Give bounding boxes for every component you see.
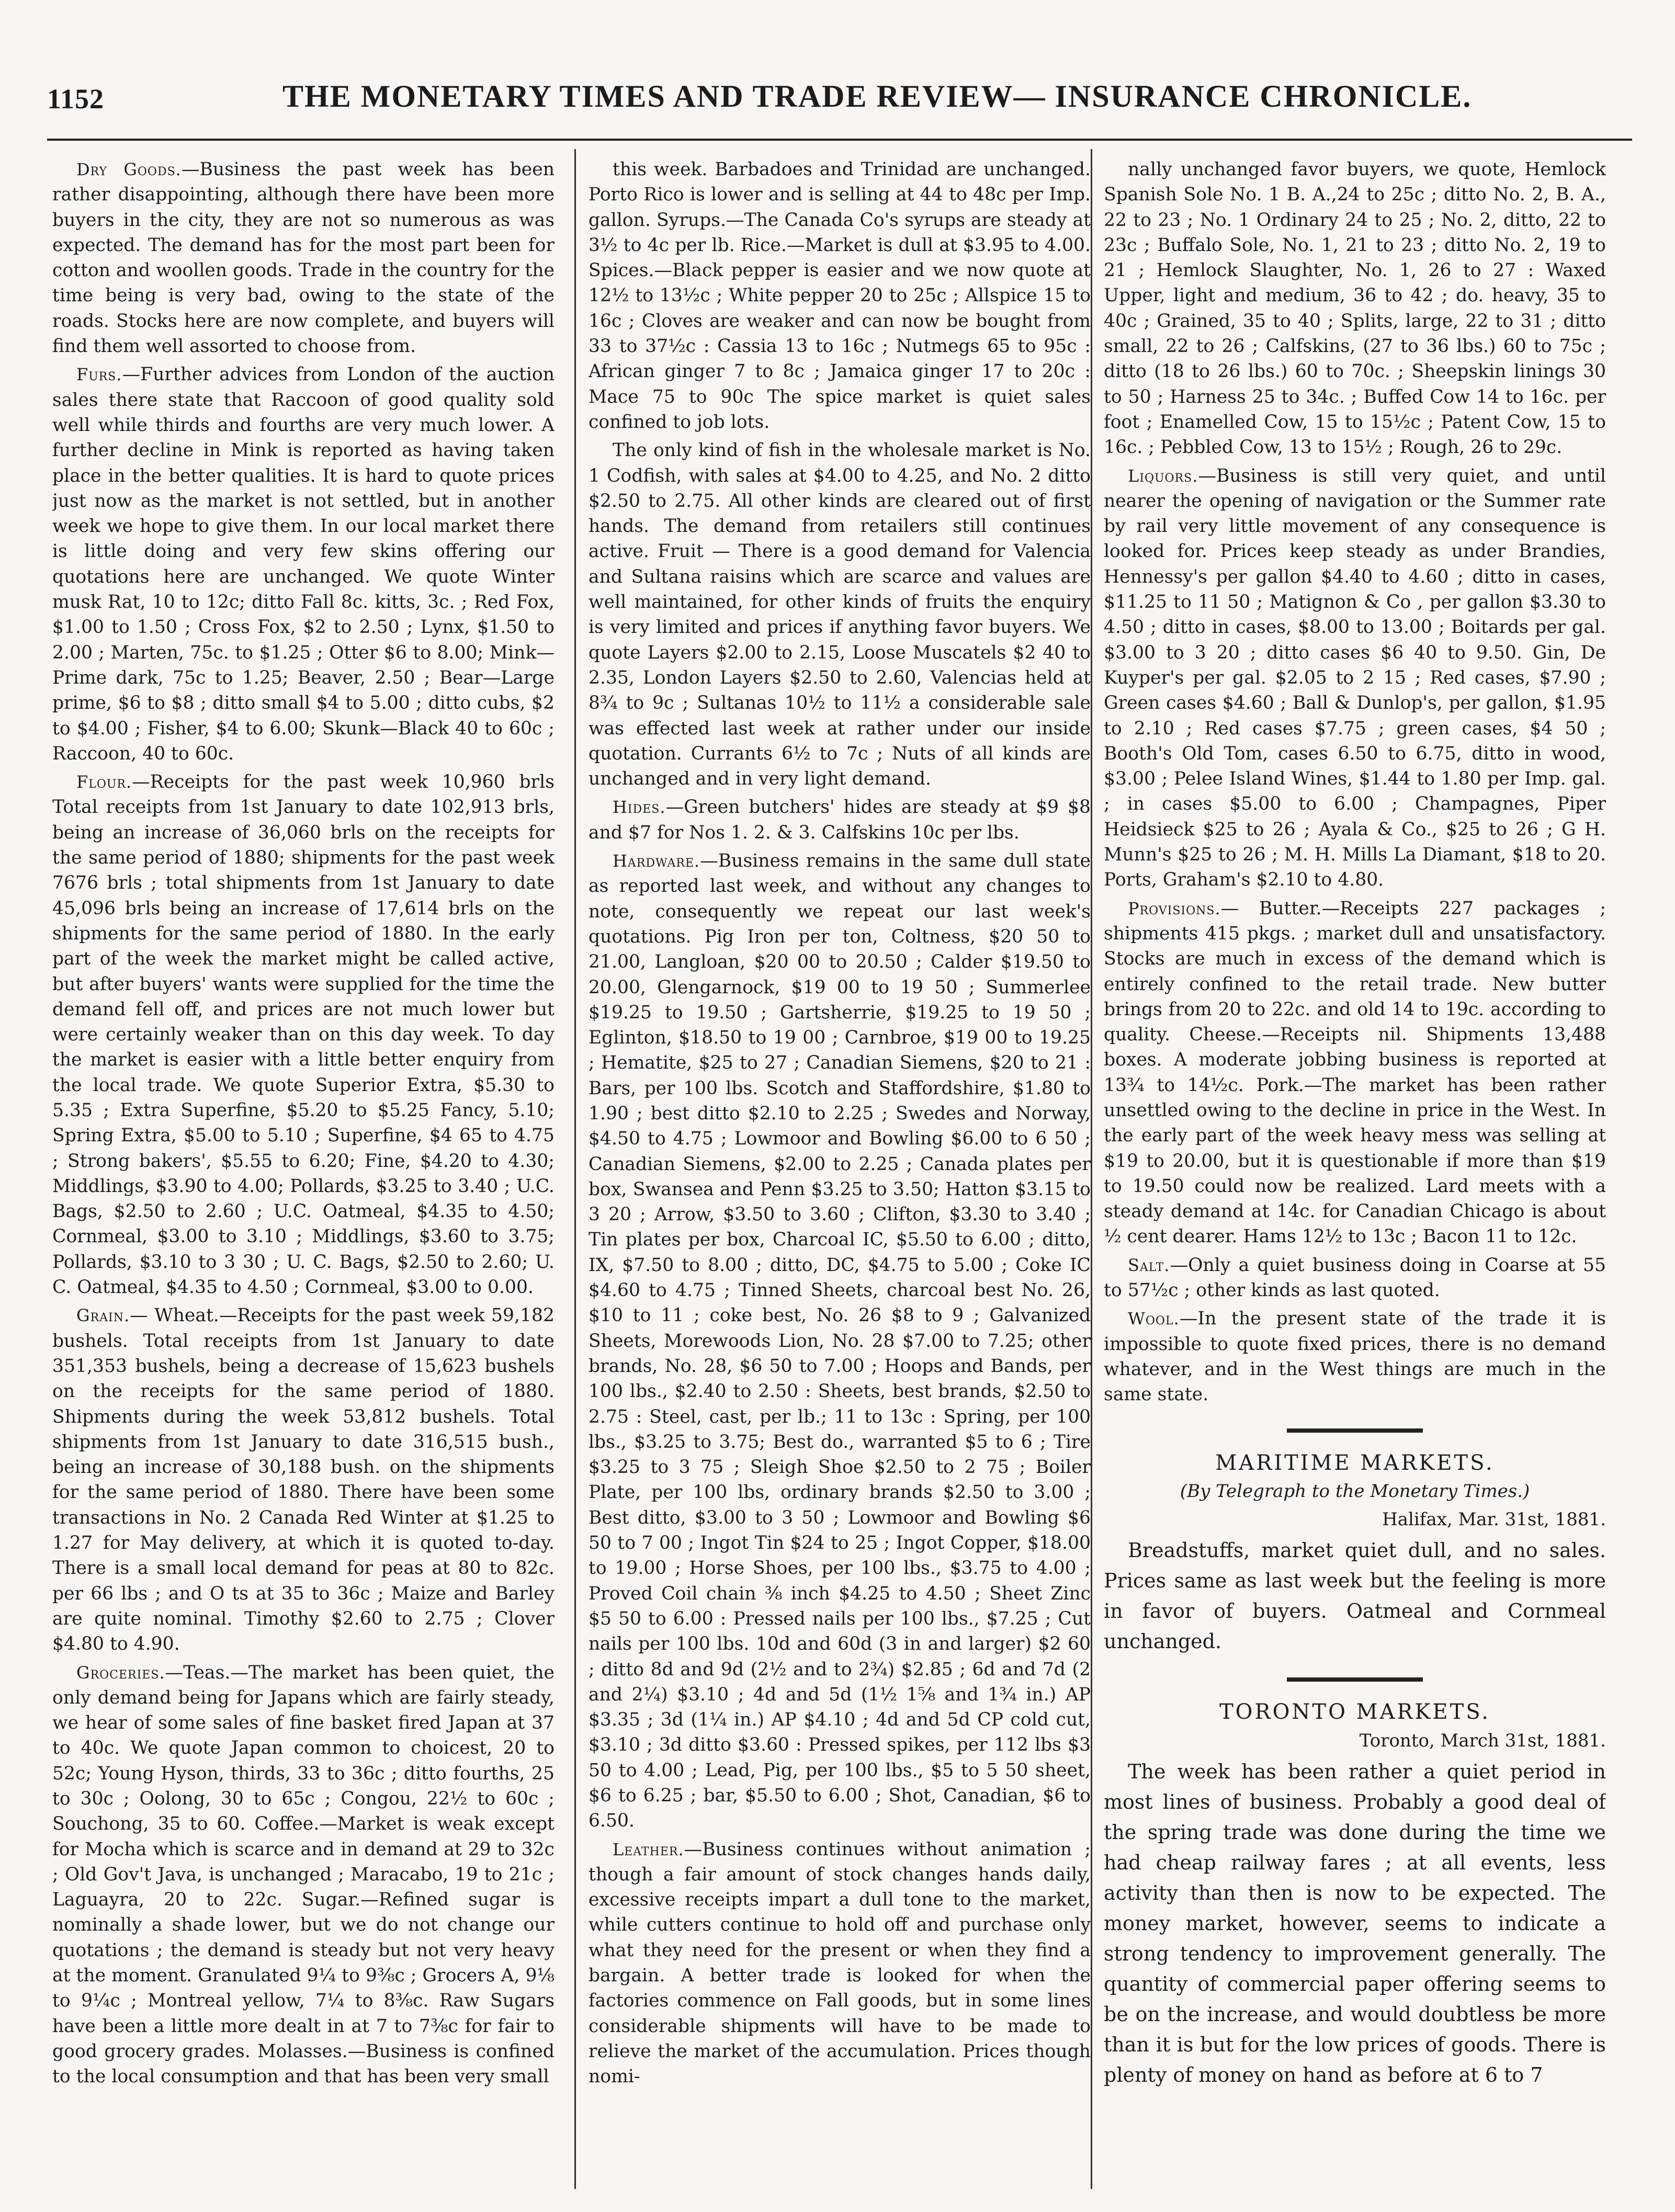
- section-lead: Hides.: [613, 797, 666, 818]
- article-leather-continued: nally unchanged favor buyers, we quote, Hemlock Spanish Sole No. 1 B. A.,24 to 25c ; ditto No. 2, B. A., 22 to 23 ; No. 1 Ordinary 24 to 25 ; No. 2, ditto, 22 to 23c ; Buffalo Sole, No. 1, 21 to 23 ; ditto No. 2, 19 to 21 ; Hemlock Slaughter, No. 1, 26 to 27 : Waxed Upper, light and medium, 36 to 42 ; do. heavy, 35 to 40c ; Grained, 35 to 40 ; Splits, large, 22 to 31 ; ditto small, 22 to 26 ; Calfskins, (27 to 36 lbs.) 60 to 75c ; ditto (18 to 26 lbs.) 60 to 70c. ; Sheepskin linings 30 to 50 ; Harness 25 to 34c. ; Buffed Cow 14 to 16c. per foot ; Enamelled Cow, 15 to 15½c ; Patent Cow, 15 to 16c. ; Pebbled Cow, 13 to 15½ ; Rough, 26 to 29c.: [1104, 159, 1606, 458]
- section-lead: Wool.: [1128, 1309, 1180, 1329]
- section-divider: [1287, 1428, 1423, 1433]
- article-dry-goods: [52, 157, 554, 359]
- paragraph-text: —Green butchers' hides are steady at $9 $8 and $7 for Nos 1. 2. & 3. Calfskins 10c per lbs.: [588, 797, 1091, 843]
- article-hardware: [588, 848, 1091, 1834]
- paragraph-text: —Teas.—The market has been quiet, the only demand being for Japans which are fairly steady, we hear of some sales of fine basket fired Japan at 37 to 40c. We quote Japan common to choicest, 20 to 52c; Young Hyson, thirds, 33 to 36c ; ditto fourths, 25 to 30c ; Oolong, 30 to 65c ; Congou, 22½ to 60c ; Souchong, 35 to 60. Coffee.—Market is weak except for Mocha which is scarce and in demand at 29 to 32c ; Old Gov't Java, is unchanged ; Maracabo, 19 to 21c ; Laguayra, 20 to 22c. Sugar.—Refined sugar is nominally a shade lower, but we do not change our quotations ; the demand is steady but not very heavy at the moment. Granulated 9¼ to 9⅜c ; Grocers A, 9⅛ to 9¼c ; Montreal yellow, 7¼ to 8⅜c. Raw Sugars have been a little more dealt in at 7 to 7⅜c for fair to good grocery grades. Molasses.—Business is confined to the local consumption and that has been very small: [52, 1662, 554, 2088]
- paragraph-text: — Wheat.—Receipts for the past week 59,182 bushels. Total receipts from 1st January to date 351,353 bushels, being a decrease of 15,623 bushels on the receipts for the same period of 1880. Shipments during the week 53,812 bushels. Total shipments from 1st January to date 316,515 bush., being an increase of 30,188 bush. on the shipments for the same period of 1880. There have been some transactions in No. 2 Canada Red Winter at $1.25 to 1.27 for May delivery, at which it is quoted to-day. There is a small local demand for peas at 80 to 82c. per 66 lbs ; and O ts at 35 to 36c ; Maize and Barley are quite nominal. Timothy $2.60 to 2.75 ; Clover $4.80 to 4.90.: [52, 1305, 554, 1655]
- paragraph-text: —Further advices from London of the auction sales there state that Raccoon of good quality sold well while thirds and fourths are very much lower. A further decline in Mink is reported as having taken place in the better qualities. It is hard to quote prices just now as the market is not settled, but in another week we hope to give them. In our local market there is little doing and very few skins offering our quotations here are unchanged. We quote Winter musk Rat, 10 to 12c; ditto Fall 8c. kitts, 3c. ; Red Fox, $1.00 to 1.50 ; Cross Fox, $2 to 2.50 ; Lynx, $1.50 to 2.00 ; Marten, 75c. to $1.25 ; Otter $6 to 8.00; Mink—Prime dark, 75c to 1.25; Beaver, 2.50 ; Bear—Large prime, $6 to $8 ; ditto small $4 to 5.00 ; ditto cubs, $2 to $4.00 ; Fisher, $4 to 6.00; Skunk—Black 40 to 60c ; Raccoon, 40 to 60c.: [52, 364, 554, 764]
- paragraph-text: —Only a quiet business doing in Coarse at 55 to 57½c ; other kinds as last quoted.: [1104, 1254, 1606, 1301]
- paragraph-text: — Butter.—Receipts 227 packages ; shipments 415 pkgs. ; market dull and unsatisfactory. Stocks are much in excess of the demand which is entirely confined to the retail trade. New butter brings from 20 to 22c. and old 14 to 19c. according to quality. Cheese.—Receipts nil. Shipments 13,488 boxes. A moderate jobbing business is reported at 13¾ to 14½c. Pork.—The market has been rather unsettled owing to the decline in price in the West. In the early part of the week heavy mess was selling at $19 to 20.00, but it is questionable if more than $19 to 19.50 could now be realized. Lard meets with a steady demand at 14c. for Canadian Chicago is about ½ cent dearer. Hams 12½ to 13c ; Bacon 11 to 12c.: [1104, 898, 1606, 1247]
- paragraph-text: —Business continues without animation ; though a fair amount of stock changes hands daily, excessive receipts impart a dull tone to the market, while cutters continue to hold off and purchase only what they need for the present or when they find a bargain. A better trade is looked for when the factories commence on Fall goods, but in some lines considerable shipments will have to be made to relieve the market of the accumulation. Prices though nomi-: [588, 1839, 1091, 2088]
- maritime-markets-heading: MARITIME MARKETS.: [1215, 1450, 1495, 1475]
- section-lead: Hardware.: [613, 851, 700, 871]
- section-lead: Grain.: [76, 1306, 130, 1326]
- paragraph-text: —Business the past week has been rather disappointing, although there have been more buyers in the city, they are not so numerous as was expected. The demand has for the most part been for cotton and woollen goods. Trade in the country for the time being is very bad, owing to the state of the roads. Stocks here are now complete, and buyers will find them well assorted to choose from.: [52, 159, 554, 357]
- toronto-dateline: Toronto, March 31st, 1881.: [1359, 1730, 1606, 1751]
- paragraph-text: —Receipts for the past week 10,960 brls Total receipts from 1st January to date 102,913 brls, being an increase of 36,060 brls on the receipts for the same period of 1880; shipments for the past week 7676 brls ; total shipments from 1st January to date 45,096 brls being an increase of 17,614 brls on the shipments for the same period of 1880. In the early part of the week the market might be called active, but after buyers' wants were supplied for the time the demand fell off, and prices are not much lower but were certainly weaker than on this day week. To day the market is easier with a little better enquiry from the local trade. We quote Superior Extra, $5.30 to 5.35 ; Extra Superfine, $5.20 to $5.25 Fancy, 5.10; Spring Extra, $5.00 to 5.10 ; Superfine, $4 65 to 4.75 ; Strong bakers', $5.55 to 6.20; Fine, $4.20 to 4.30; Middlings, $3.90 to 4.00; Pollards, $3.25 to 3.40 ; U.C. Bags, $2.50 to 2.60 ; U.C. Oatmeal, $4.35 to 4.50; Cornmeal, $3.00 to 3.10 ; Middlings, $3.60 to 3.75; Pollards, $3.10 to 3 30 ; U. C. Bags, $2.50 to 2.60; U. C. Oatmeal, $4.35 to 4.50 ; Cornmeal, $3.00 to 0.00.: [52, 772, 554, 1298]
- page-number: 1152: [47, 83, 105, 115]
- section-lead: Leather.: [613, 1839, 684, 1859]
- page-header: [47, 78, 1632, 126]
- column-middle: [588, 157, 1091, 2176]
- toronto-markets-heading: TORONTO MARKETS.: [1219, 1700, 1490, 1725]
- column-divider: [574, 149, 576, 2189]
- column-divider: [1091, 149, 1092, 2189]
- section-lead: Dry Goods.: [76, 160, 182, 179]
- article-wool: [1104, 1306, 1606, 1407]
- article-fish-fruit: The only kind of fish in the wholesale market is No. 1 Codfish, with sales at $4.00 to 4.25, and No. 2 ditto $2.50 to 2.75. All other kinds are cleared out of first hands. The demand from retailers still continues active. Fruit — There is a good demand for Valencia and Sultana raisins which are scarce and values are well maintained, for other kinds of fruits the enquiry is very limited and prices if anything favor buyers. We quote Layers $2.00 to 2.15, Loose Muscatels $2 40 to 2.35, London Layers $2.50 to 2.60, Valencias held at 8¾ to 9c ; Sultanas 10½ to 11½ a considerable sale was effected last week at rather under our inside quotation. Currants 6½ to 7c ; Nuts of all kinds are unchanged and in very light demand.: [588, 440, 1091, 790]
- section-lead: Salt.: [1128, 1255, 1170, 1275]
- article-salt: [1104, 1253, 1606, 1303]
- article-flour: [52, 769, 554, 1300]
- article-furs: [52, 362, 554, 766]
- section-lead: Liquors.: [1128, 466, 1198, 486]
- column-left: [52, 157, 554, 2176]
- section-divider: [1287, 1677, 1423, 1682]
- article-liquors: [1104, 463, 1606, 893]
- section-lead: Provisions.: [1128, 898, 1221, 918]
- article-hides: [588, 795, 1091, 845]
- article-groceries: [52, 1660, 554, 2090]
- article-groceries-continued: this week. Barbadoes and Trinidad are unchanged. Porto Rico is lower and is selling at 44 to 48c per Imp. gallon. Syrups.—The Canada Co's syrups are steady at 3½ to 4c per lb. Rice.—Market is dull at $3.95 to 4.00. Spices.—Black pepper is easier and we now quote at 12½ to 13½c ; White pepper 20 to 25c ; Allspice 15 to 16c ; Cloves are weaker and can now be bought from 33 to 37½c : Cassia 13 to 16c ; Nutmegs 65 to 95c : African ginger 7 to 8c ; Jamaica ginger 17 to 20c : Mace 75 to 90c The spice market is quiet sales confined to job lots.: [588, 159, 1091, 433]
- section-lead: Flour.: [76, 772, 132, 792]
- toronto-report: The week has been rather a quiet period in most lines of business. Probably a good deal of the spring trade was done during the time we had cheap railway fares ; at all events, less activity than then is now to be expected. The money market, however, seems to indicate a strong tendency to improvement generally. The quantity of commercial paper offering seems to be on the increase, and would doubtless be more than it is but for the low prices of goods. There is plenty of money on hand as before at 6 to 7: [1104, 1760, 1606, 2087]
- article-grain: [52, 1303, 554, 1657]
- article-provisions: [1104, 896, 1606, 1250]
- section-lead: Furs.: [76, 365, 122, 385]
- paragraph-text: —Business remains in the same dull state as reported last week, and without any changes to note, consequently we repeat our last week's quotations. Pig Iron per ton, Coltness, $20 50 to 21.00, Langloan, $20 00 to 20.50 ; Calder $19.50 to 20.00, Glengarnock, $19 00 to 19 50 ; Summerlee $19.25 to 19.50 ; Gartsherrie, $19.25 to 19 50 ; Eglinton, $18.50 to 19 00 ; Carnbroe, $19 00 to 19.25 ; Hematite, $25 to 27 ; Canadian Siemens, $20 to 21 : Bars, per 100 lbs. Scotch and Staffordshire, $1.80 to 1.90 ; best ditto $2.10 to 2.25 ; Swedes and Norway, $4.50 to 4.75 ; Lowmoor and Bowling $6.00 to 6 50 ; Canadian Siemens, $2.00 to 2.25 ; Canada plates per box, Swansea and Penn $3.25 to 3.50; Hatton $3.15 to 3 20 ; Arrow, $3.50 to 3.60 ; Clifton, $3.30 to 3.40 ; Tin plates per box, Charcoal IC, $5.50 to 6.00 ; ditto, IX, $7.50 to 8.00 ; ditto, DC, $4.75 to 5.00 ; Coke IC $4.60 to 4.75 ; Tinned Sheets, charcoal best No. 26, $10 to 11 ; coke best, No. 26 $8 to 9 ; Galvanized Sheets, Morewoods Lion, No. 28 $7.00 to 7.25; other brands, No. 28, $6 50 to 7.00 ; Hoops and Bands, per 100 lbs., $2.40 to 2.50 : Sheets, best brands, $2.50 to 2.75 : Steel, cast, per lb.; 11 to 13c : Spring, per 100 lbs., $3.25 to 3.75; Best do., warranted $5 to 6 ; Tire $3.25 to 3 75 ; Sleigh Shoe $2.50 to 2 75 ; Boiler Plate, per 100 lbs, ordinary brands $2.50 to 3.00 ; Best ditto, $3.00 to 3 50 ; Lowmoor and Bowling $6 50 to 7 00 ; Ingot Tin $24 to 25 ; Ingot Copper, $18.00 to 19.00 ; Horse Shoes, per 100 lbs., $3.75 to 4.00 ; Proved Coil chain ⅜ inch $4.25 to 4.50 ; Sheet Zinc $5 50 to 6.00 : Pressed nails per 100 lbs., $7.25 ; Cut nails per 100 lbs. 10d and 60d (3 in and larger) $2 60 ; ditto 8d and 9d (2½ and to 2¾) $2.85 ; 6d and 7d (2 and 2¼) $3.10 ; 4d and 5d (1½ 1⅝ and 1¾ in.) AP $3.35 ; 3d (1¼ in.) AP $4.10 ; 4d and 5d CP cold cut, $3.10 ; 3d ditto $3.60 : Pressed spikes, per 112 lbs $3 50 to 4.00 ; Lead, Pig, per 100 lbs., $5 to 5 50 sheet, $6 to 6.25 ; bar, $5.50 to 6.00 ; Shot, Canadian, $6 to 6.50.: [588, 850, 1091, 1832]
- section-lead: Groceries.: [76, 1662, 165, 1683]
- article-leather: [588, 1837, 1091, 2090]
- paragraph-text: —In the present state of the trade it is impossible to quote fixed prices, there is no demand whatever, and in the West things are much in the same state.: [1104, 1308, 1606, 1405]
- paragraph-text: —Business is still very quiet, and until nearer the opening of navigation or the Summer rate by rail very little movement of any consequence is looked for. Prices keep steady as under Brandies, Hennessy's per gallon $4.40 to 4.60 ; ditto in cases, $11.25 to 11 50 ; Matignon & Co , per gallon $3.30 to 4.50 ; ditto in cases, $8.00 to 13.00 ; Boitards per gal. $3.00 to 3 20 ; ditto cases $6 40 to 9.50. Gin, De Kuyper's per gal. $2.05 to 2 15 ; Red cases, $7.90 ; Green cases $4.60 ; Ball & Dunlop's, per gallon, $1.95 to 2.10 ; Red cases $7.75 ; green cases, $4 50 ; Booth's Old Tom, cases 6.50 to 6.75, ditto in wood, $3.00 ; Pelee Island Wines, $1.44 to 1.80 per Imp. gal. ; in cases $5.00 to 6.00 ; Champagnes, Piper Heidsieck $25 to 26 ; Ayala & Co., $25 to 26 ; G H. Munn's $25 to 26 ; M. H. Mills La Diamant, $18 to 20. Ports, Graham's $2.10 to 4.80.: [1104, 465, 1606, 891]
- masthead-title: THE MONETARY TIMES AND TRADE REVIEW— INSURANCE CHRONICLE.: [282, 79, 1472, 114]
- maritime-dateline: Halifax, Mar. 31st, 1881.: [1382, 1509, 1606, 1530]
- maritime-report: Breadstuffs, market quiet dull, and no sales. Prices same as last week but the feeling is more in favor of buyers. Oatmeal and Cornmeal unchanged.: [1104, 1539, 1606, 1653]
- maritime-markets-subtitle: (By Telegraph to the Monetary Times.): [1180, 1480, 1530, 1502]
- column-right: [1104, 157, 1606, 2176]
- header-rule: [47, 139, 1632, 141]
